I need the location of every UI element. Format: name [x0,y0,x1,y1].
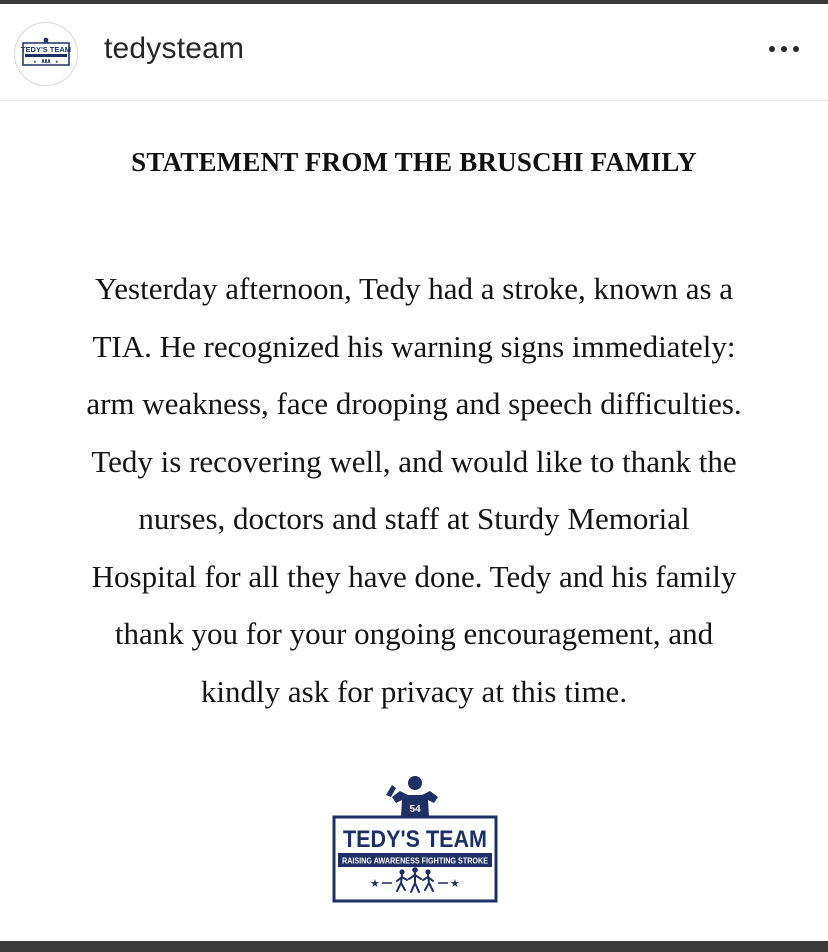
statement-body [0,260,828,720]
more-options-button[interactable] [764,34,804,64]
logo-title: TEDY'S TEAM [343,826,487,853]
post-header [0,4,828,101]
statement-line: Tedy is recovering well, and would like to thank the [91,443,737,479]
avatar[interactable] [14,22,78,86]
statement-line: kindly ask for privacy at this time. [200,673,628,709]
bottom-frame-bar [0,941,828,952]
statement-line: nurses, doctors and staff at Sturdy Memorial [138,501,690,536]
logo-tagline: RAISING AWARENESS FIGHTING STROKE [342,855,489,866]
tedys-team-logo-icon [15,23,77,85]
logo-graphic [330,773,500,905]
jersey-number: 54 [409,804,421,815]
username[interactable]: tedysteam [104,32,245,65]
avatar-logo-text: TEDY'S TEAM [20,45,72,54]
svg-text:★: ★ [55,59,59,64]
statement-line: TIA. He recognized his warning signs immediately: [92,328,736,364]
statement-line: arm weakness, face drooping and speech difficulties. [86,386,742,421]
statement-title: STATEMENT FROM THE BRUSCHI FAMILY [131,147,697,177]
post-image [0,101,828,941]
star-icon: ★ [450,877,460,890]
more-options-icon [764,34,804,64]
tedys-team-logo [330,773,500,905]
statement-line: thank you for your ongoing encouragement, and [114,616,714,651]
star-icon: ★ [370,877,380,890]
statement-line: Yesterday afternoon, Tedy had a stroke, known as a [94,271,734,306]
statement-line: Hospital for all they have done. Tedy and his family [91,558,737,594]
svg-text:★: ★ [33,59,37,64]
